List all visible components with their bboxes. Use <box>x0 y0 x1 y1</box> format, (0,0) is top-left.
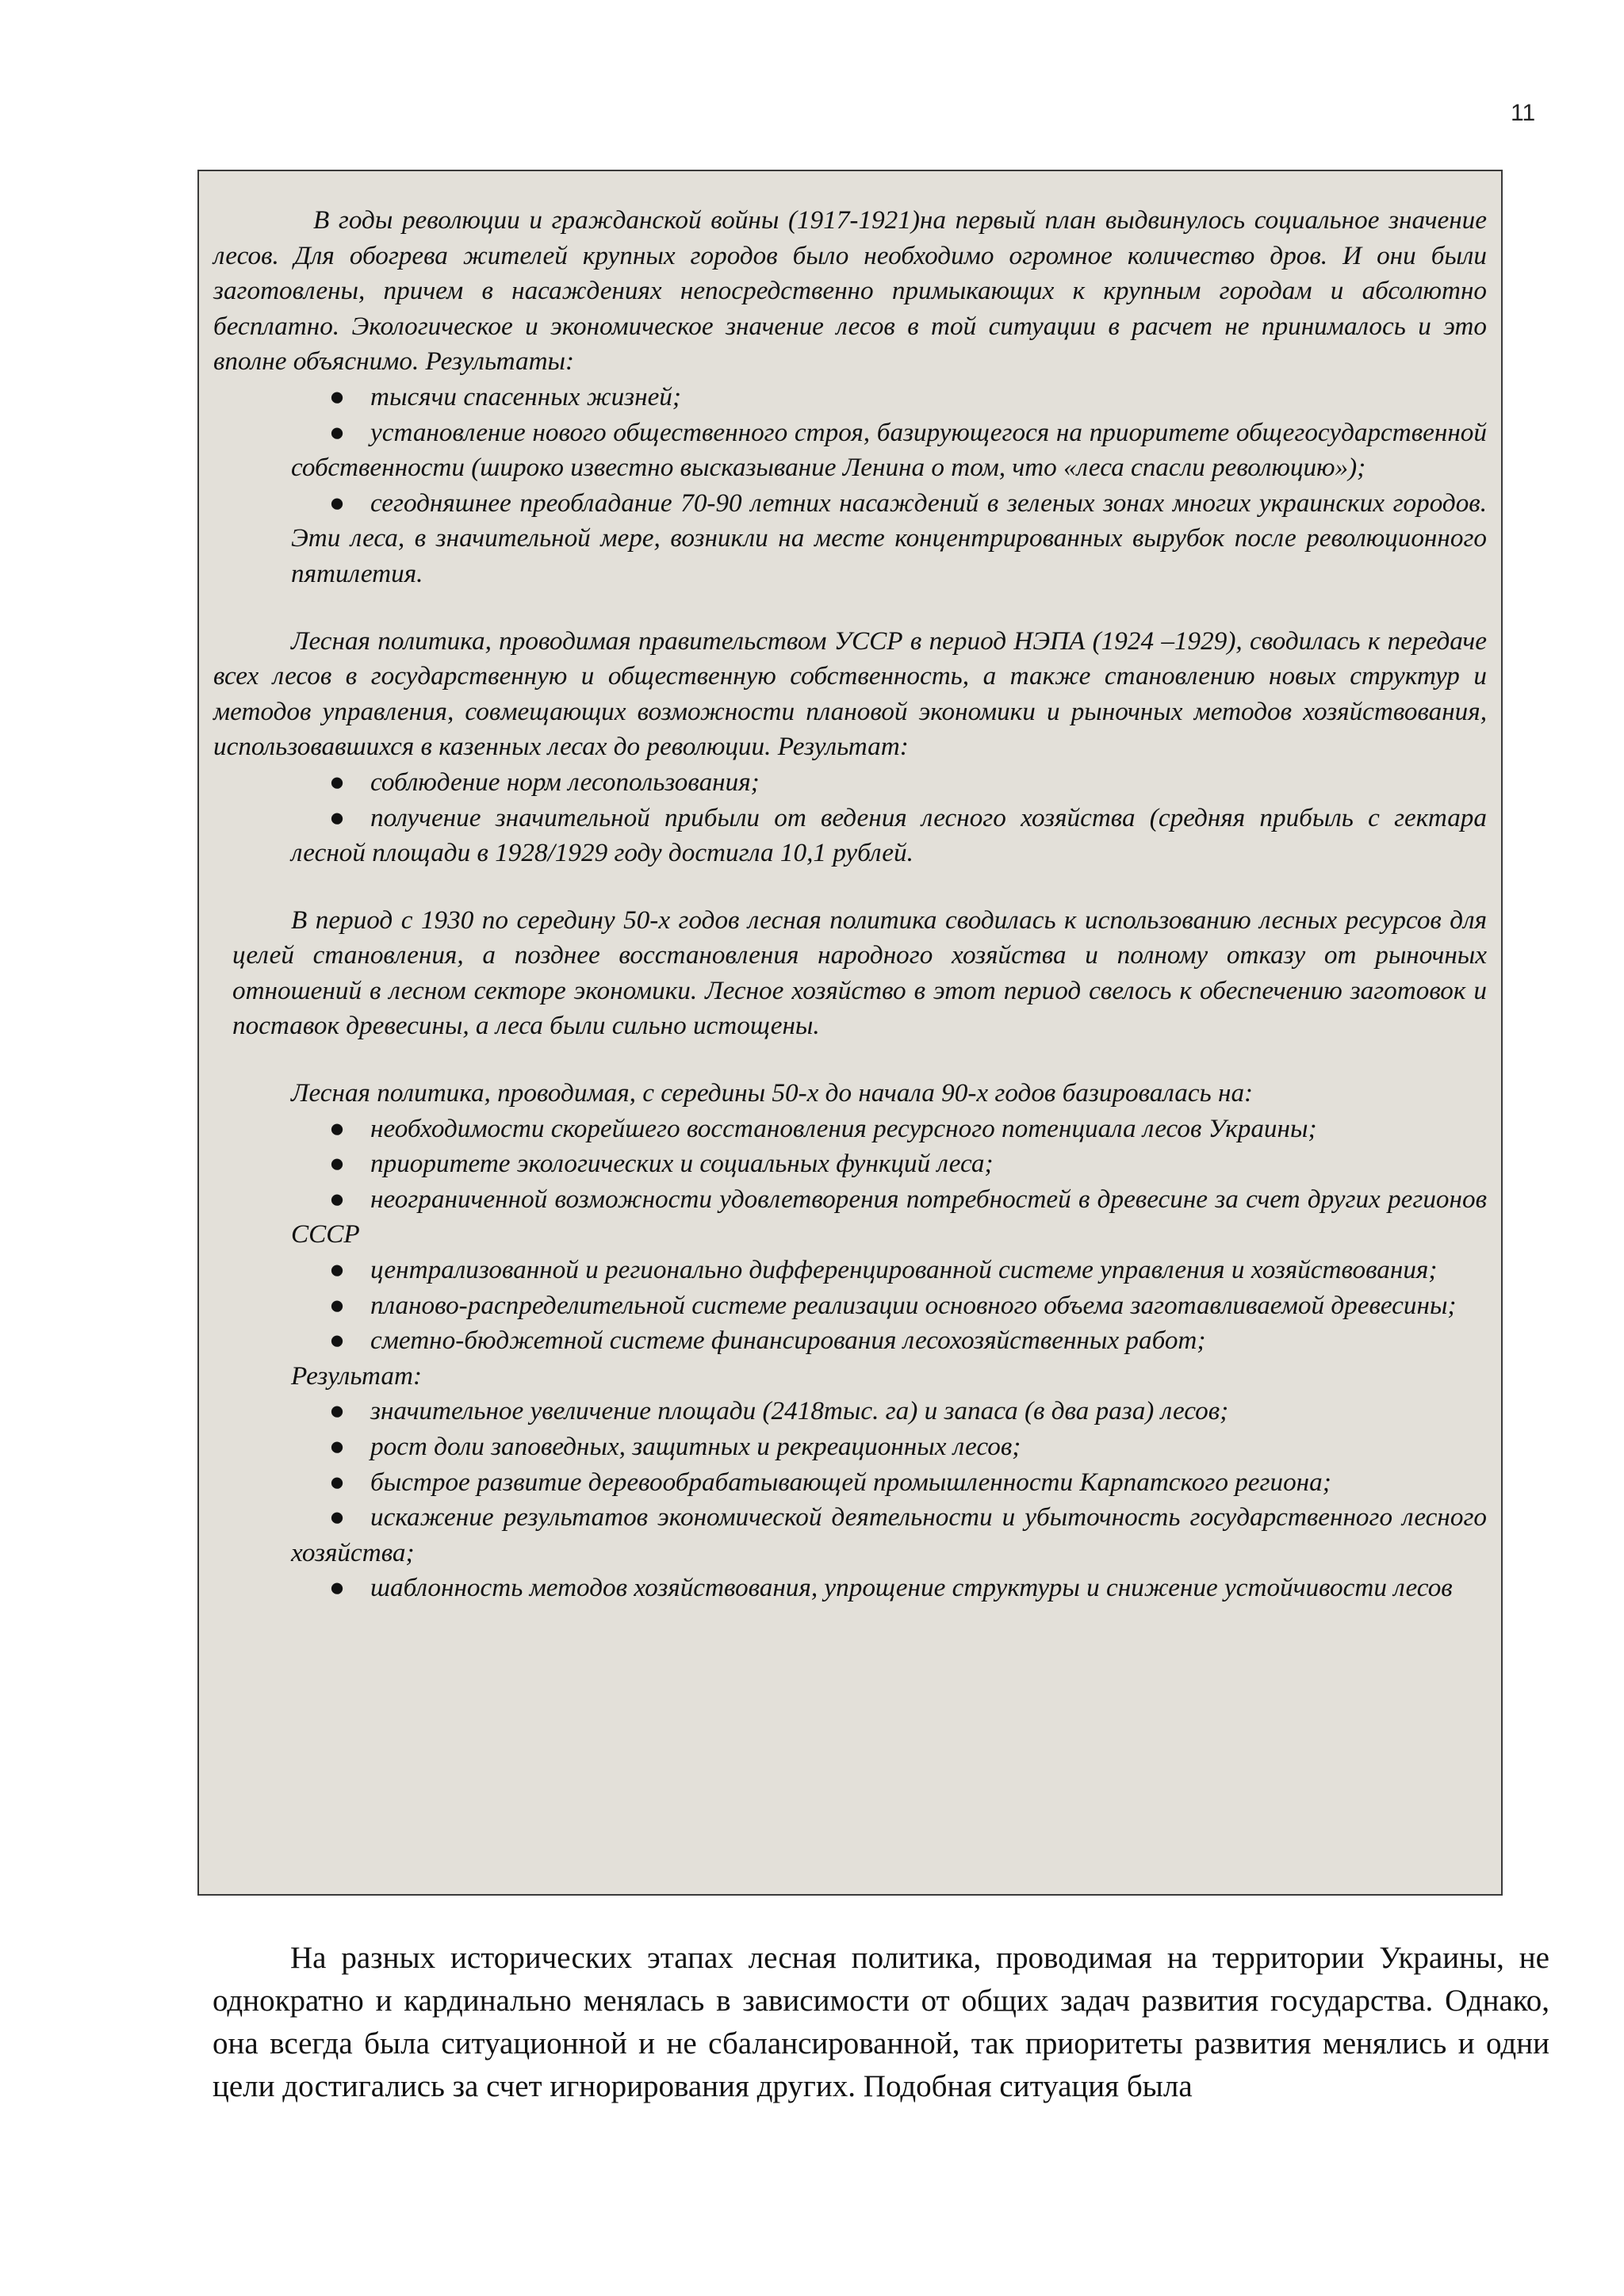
list-item: ● получение значительной прибыли от ведения лесного хозяйства (средняя прибыль с гектара лесной площади в 1928/1929 году достигла 10,1 рублей. <box>291 802 1487 868</box>
result-label: Результат: <box>291 1360 423 1391</box>
list-item-text: сметно-бюджетной системе финансирования лесохозяйственных работ; <box>370 1326 1206 1356</box>
list-item-text: централизованной и регионально дифференцированной системе управления и хозяйствования; <box>370 1255 1438 1285</box>
list-item: ● необходимости скорейшего восстановления ресурсного потенциала лесов Украины; <box>329 1113 1317 1143</box>
intro-bullet-list <box>213 380 1487 592</box>
list-item-text: соблюдение норм лесопользования; <box>370 767 760 797</box>
list-item-text: получение значительной прибыли от ведения лесного хозяйства (средняя прибыль с гектара лесной площади в 1928/1929 году достигла 10,1 рублей. <box>291 802 1487 868</box>
period-50s-bullet-list <box>213 1112 1487 1359</box>
period-1930-text: В период с 1930 по середину 50-х годов лесная политика сводилась к использованию лесных ресурсов для целей становления, а позднее восстановления народного хозяйства и полному отказу от рыночных отношений в лесном секторе экономики. Лесное хозяйство в этот период свелось к обеспечению заготовок и поставок древесины, а леса были сильно истощены. <box>232 905 1487 1041</box>
spacer <box>213 871 1487 903</box>
box-content <box>213 203 1487 1606</box>
list-item: ● шаблонность методов хозяйствования, упрощение структуры и снижение устойчивости лесов <box>329 1573 1453 1603</box>
list-item: ● установление нового общественного строя, базирующегося на приоритете общегосударственной собственности (широко известно высказывание Ленина о том, что «леса спасли революцию»); <box>291 417 1487 483</box>
list-item-text: приоритете экологических и социальных функций леса; <box>370 1149 994 1179</box>
list-item: ● приоритете экологических и социальных функций леса; <box>329 1149 994 1179</box>
period-1930-paragraph <box>213 903 1487 1044</box>
page-number: 11 <box>1511 100 1536 126</box>
main-body-text <box>213 1937 1549 2108</box>
list-item-text: планово-распределительной системе реализации основного объема заготавливаемой древесины; <box>370 1290 1457 1320</box>
main-paragraph: На разных исторических этапах лесная политика, проводимая на территории Украины, не однократно и кардинально менялась в зависимости от общих задач развития государства. Однако, она всегда была ситуационной и не сбалансированной, так приоритеты развития менялись и одни цели достигались за счет игнорирования других. Подобная ситуация была <box>213 1941 1549 2103</box>
list-item-text: тысячи спасенных жизней; <box>370 381 681 411</box>
list-item-text: сегодняшнее преобладание 70-90 летних насаждений в зеленых зонах многих украинских городов. Эти леса, в значительной мере, возникли на месте концентрированных вырубок после революционного пятилетия. <box>291 488 1487 588</box>
list-item-text: неограниченной возможности удовлетворения потребностей в древесине за счет других регионов СССР <box>291 1184 1487 1249</box>
nep-paragraph: Лесная политика, проводимая правительством УССР в период НЭПА (1924 –1929), сводилась к передаче всех лесов в государственную и общественную собственность, а также становлению новых структур и методов управления, совмещающих возможности плановой экономики и рыночных методов хозяйствования, использовавшихся в казенных лесах до революции. Результат: <box>213 626 1487 762</box>
list-item: ● сегодняшнее преобладание 70-90 летних насаждений в зеленых зонах многих украинских городов. Эти леса, в значительной мере, возникли на месте концентрированных вырубок после революционного пятилетия. <box>291 488 1487 588</box>
list-item: ● централизованной и регионально дифференцированной системе управления и хозяйствования; <box>329 1255 1438 1285</box>
list-item: ● искажение результатов экономической деятельности и убыточность государственного лесного хозяйства; <box>291 1502 1487 1567</box>
spacer <box>213 1044 1487 1076</box>
list-item-text: шаблонность методов хозяйствования, упрощение структуры и снижение устойчивости лесов <box>370 1573 1453 1603</box>
period-50s-intro: Лесная политика, проводимая, с середины 50-х до начала 90-х годов базировалась на: <box>291 1078 1254 1108</box>
highlight-box <box>197 170 1503 1896</box>
intro-paragraph: В годы революции и гражданской войны (1917-1921)на первый план выдвинулось социальное значение лесов. Для обогрева жителей крупных городов было необходимо огромное количество дров. И они были заготовлены, причем в насаждениях непосредственно примыкающих к крупным городам и абсолютно бесплатно. Экологическое и экономическое значение лесов в той ситуации в расчет не принималось и это вполне объяснимо. Результаты: <box>213 205 1487 377</box>
list-item: ● тысячи спасенных жизней; <box>329 381 681 411</box>
list-item: ● рост доли заповедных, защитных и рекреационных лесов; <box>329 1432 1021 1461</box>
list-item-text: искажение результатов экономической деятельности и убыточность государственного лесного хозяйства; <box>291 1502 1487 1567</box>
spacer <box>213 592 1487 624</box>
list-item: ● планово-распределительной системе реализации основного объема заготавливаемой древесины; <box>329 1290 1457 1320</box>
list-item-text: необходимости скорейшего восстановления ресурсного потенциала лесов Украины; <box>370 1113 1317 1143</box>
list-item: ● быстрое развитие деревообрабатывающей промышленности Карпатского региона; <box>329 1467 1331 1497</box>
nep-bullet-list <box>213 765 1487 871</box>
list-item-text: быстрое развитие деревообрабатывающей промышленности Карпатского региона; <box>370 1467 1331 1497</box>
result-bullet-list <box>213 1394 1487 1606</box>
list-item-text: значительное увеличение площади (2418тыс. га) и запаса (в два раза) лесов; <box>370 1396 1229 1426</box>
list-item-text: установление нового общественного строя, базирующегося на приоритете общегосударственной собственности (широко известно высказывание Ленина о том, что «леса спасли революцию»); <box>291 417 1487 483</box>
list-item-text: рост доли заповедных, защитных и рекреационных лесов; <box>370 1432 1021 1461</box>
list-item: ● неограниченной возможности удовлетворения потребностей в древесине за счет других регионов СССР <box>291 1184 1487 1249</box>
list-item: ● соблюдение норм лесопользования; <box>329 767 760 797</box>
list-item: ● значительное увеличение площади (2418тыс. га) и запаса (в два раза) лесов; <box>329 1396 1229 1426</box>
list-item: ● сметно-бюджетной системе финансирования лесохозяйственных работ; <box>329 1326 1206 1356</box>
